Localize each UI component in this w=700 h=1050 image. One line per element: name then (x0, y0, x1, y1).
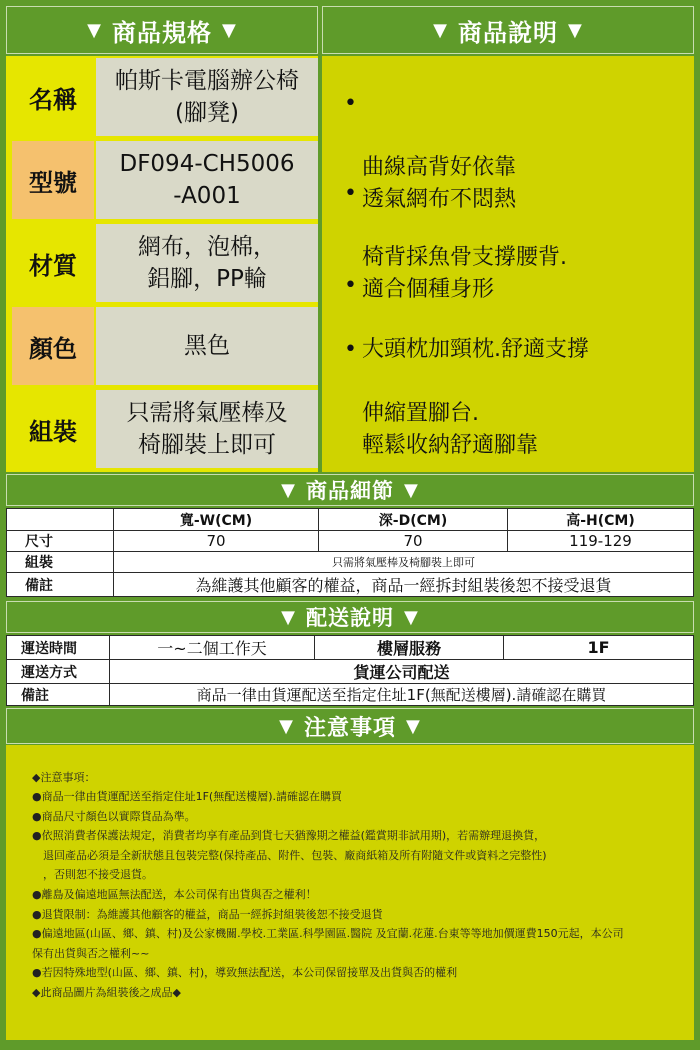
description-panel (322, 56, 694, 472)
delivery-header-title: 配送說明 (306, 606, 394, 630)
detail-header (6, 474, 694, 506)
remark-label: 備註 (7, 684, 110, 706)
spec-key: 型號 (12, 141, 94, 219)
table-row (7, 509, 694, 531)
notice-line: ●商品一律由貨運配送至指定住址1F(無配送樓層).請確認在購買 (32, 790, 343, 803)
notice-line: ●退貨限制：為維護其他顧客的權益，商品一經拆封組裝後恕不接受退貨 (32, 908, 383, 921)
notice-header-title: 注意事項 (303, 715, 396, 741)
spec-header (6, 6, 318, 54)
notice-line: ◆注意事項： (32, 771, 96, 784)
spec-key: 材質 (12, 224, 94, 302)
column-height: 高-H(CM) (508, 509, 694, 531)
spec-row-name (6, 56, 318, 137)
bullet-icon: • (344, 273, 357, 298)
assembly-label: 組裝 (7, 552, 114, 573)
triangle-down-icon: ▼ (87, 19, 102, 41)
notice-line: 退回產品必須是全新狀態且包裝完整(保持產品、附件、包裝、廠商紙箱及所有附隨文件或資料之完整性) (32, 849, 547, 862)
feature-text: 椅背採魚骨支撐腰背. 適合個種身形 (362, 245, 567, 302)
detail-table (6, 508, 694, 597)
spec-key: 組裝 (12, 390, 94, 468)
notice-line: ●商品尺寸顏色以實際貨品為準。 (32, 810, 196, 823)
spec-row-color (6, 305, 318, 386)
notice-line: ●若因特殊地型(山區、鄉、鎮、村)，導致無法配送，本公司保留接單及出貨與否的權利 (32, 966, 458, 979)
triangle-down-icon: ▼ (281, 479, 296, 501)
column-width: 寬-W(CM) (114, 509, 319, 531)
spec-key: 顏色 (12, 307, 94, 385)
spec-header-title: 商品規格 (112, 18, 212, 47)
notice-line: ，否則恕不接受退貨。 (32, 868, 153, 881)
spec-value: 帕斯卡電腦辦公椅 (腳凳) (96, 58, 318, 136)
feature-item (344, 334, 539, 462)
notice-line: ◆此商品圖片為組裝後之成品◆ (32, 986, 181, 999)
triangle-down-icon: ▼ (404, 479, 419, 501)
table-row (7, 531, 694, 552)
remark-label: 備註 (7, 573, 114, 597)
notice-header (6, 708, 694, 744)
spec-row-material (6, 222, 318, 303)
triangle-down-icon: ▼ (281, 606, 296, 628)
notice-line: 保有出貨與否之權利~~ (32, 947, 150, 960)
size-label: 尺寸 (7, 531, 114, 552)
delivery-table (6, 635, 694, 706)
feature-text: 大頭枕加頸枕.舒適支撐 (362, 337, 589, 362)
method-value: 貨運公司配送 (110, 660, 694, 684)
spec-value: 網布，泡棉， 鋁腳，PP輪 (96, 224, 318, 302)
notice-line: ●依照消費者保護法規定，消費者均享有產品到貨七天猶豫期之權益(鑑賞期非試用期)，若需辦理退換貨， (32, 829, 546, 842)
remark-value: 商品一律由貨運配送至指定住址1F(無配送樓層).請確認在購買 (110, 684, 694, 706)
bullet-icon: • (344, 181, 357, 206)
triangle-down-icon: ▼ (279, 715, 294, 737)
desc-header-title: 商品說明 (458, 18, 558, 47)
triangle-down-icon: ▼ (406, 715, 421, 737)
table-row (7, 552, 694, 573)
time-label: 運送時間 (7, 636, 110, 660)
notice-panel (6, 745, 694, 1040)
table-row (7, 684, 694, 706)
table-row (7, 573, 694, 597)
feature-text: 曲線高背好依靠 透氣網布不悶熱 (362, 155, 517, 212)
detail-header-title: 商品細節 (306, 479, 394, 503)
bullet-icon: • (344, 337, 357, 362)
spec-value: DF094-CH5006 -A001 (96, 141, 318, 219)
height-value: 119-129 (508, 531, 694, 552)
triangle-down-icon: ▼ (433, 19, 448, 41)
spec-row-assembly (6, 388, 318, 469)
spec-value: 黑色 (96, 307, 318, 385)
desc-header (322, 6, 694, 54)
assembly-value: 只需將氣壓棒及椅腳裝上即可 (114, 552, 694, 573)
spec-value: 只需將氣壓棒及 椅腳裝上即可 (96, 390, 318, 468)
spec-row-model (6, 139, 318, 220)
table-row (7, 636, 694, 660)
table-row (7, 660, 694, 684)
time-value: 一~二個工作天 (110, 636, 315, 660)
depth-value: 70 (319, 531, 508, 552)
delivery-header (6, 601, 694, 633)
floor-label: 樓層服務 (315, 636, 504, 660)
triangle-down-icon: ▼ (222, 19, 237, 41)
feature-text: 伸縮置腳台. 輕鬆收納舒適腳靠 (362, 401, 539, 458)
column-depth: 深-D(CM) (319, 509, 508, 531)
bullet-icon: • (344, 91, 357, 116)
width-value: 70 (114, 531, 319, 552)
floor-value: 1F (504, 636, 694, 660)
notice-line: ●離島及偏遠地區無法配送，本公司保有出貨與否之權利！ (32, 888, 317, 901)
table-cell (7, 509, 114, 531)
notice-line: ●偏遠地區(山區、鄉、鎮、村)及公家機關.學校.工業區.科學園區.醫院 及宜蘭.花蓮.台東等等地加價運費150元起，本公司 (32, 927, 624, 940)
method-label: 運送方式 (7, 660, 110, 684)
spec-panel (6, 56, 318, 472)
triangle-down-icon: ▼ (568, 19, 583, 41)
triangle-down-icon: ▼ (404, 606, 419, 628)
spec-key: 名稱 (12, 58, 94, 136)
remark-value: 為維護其他顧客的權益，商品一經拆封組裝後恕不接受退貨 (114, 573, 694, 597)
